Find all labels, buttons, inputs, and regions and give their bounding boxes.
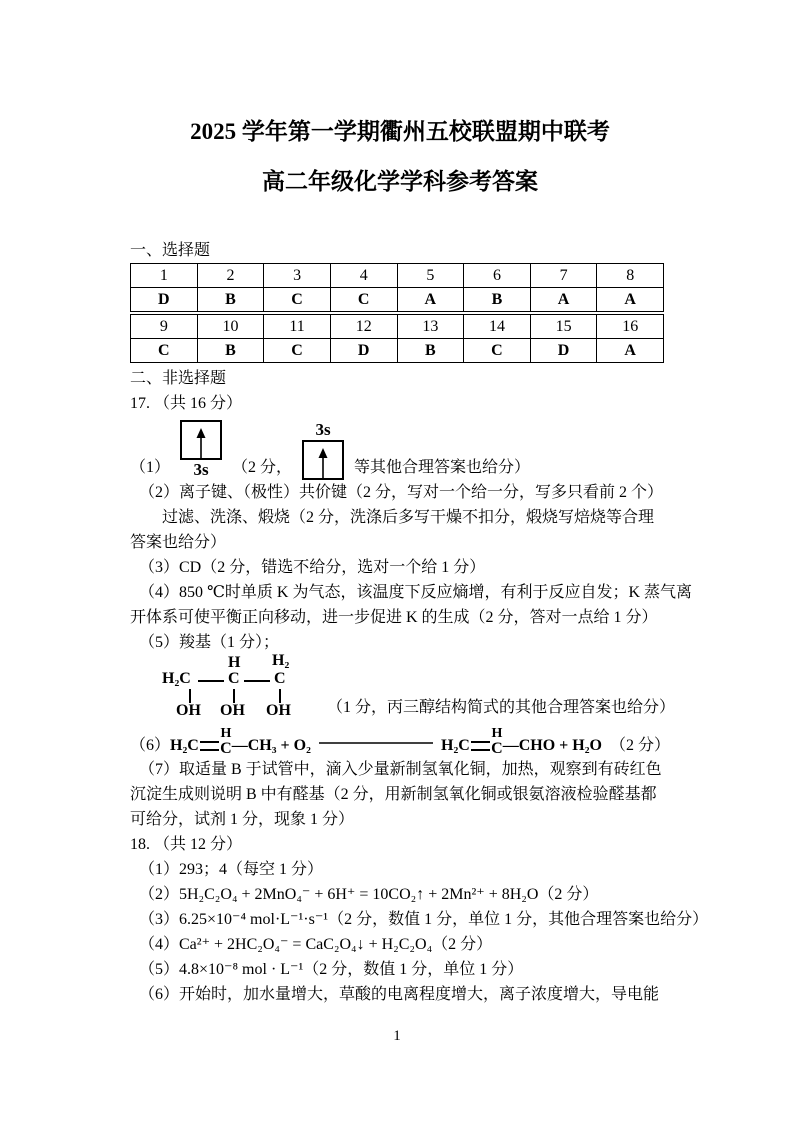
section2-heading: 二、非选择题 — [130, 370, 227, 387]
answer-table-bottom — [130, 314, 664, 363]
question-number-cell: 8 — [597, 264, 664, 288]
q17-answer4-line2: 开体系可使平衡正向移动，进一步促进 K 的生成（2 分，答对一点给 1 分） — [130, 609, 658, 626]
ch-group — [491, 727, 503, 757]
question-number-cell: 7 — [530, 264, 597, 288]
structure-oh-1: OH — [176, 702, 201, 719]
answer-cell: C — [131, 339, 198, 363]
h-over-c: H — [220, 726, 232, 741]
question-number-cell: 15 — [530, 315, 597, 339]
q17-answer5-structure-line — [130, 652, 676, 719]
h-over-c: H — [491, 726, 503, 741]
answer-cell: B — [397, 339, 464, 363]
section1-heading: 一、选择题 — [130, 242, 211, 259]
carbon: C — [220, 740, 232, 757]
q18-answer5: （5）4.8×10⁻⁸ mol · L⁻¹（2 分，数值 1 分，单位 1 分） — [139, 961, 524, 978]
q17-answer4-line1: （4）850 ℃时单质 K 为气态，该温度下反应熵增，有利于反应自发；K 蒸气离 — [139, 584, 693, 601]
answer-cell: A — [530, 288, 597, 312]
question-number-cell: 12 — [330, 315, 397, 339]
q18-answer3: （3）6.25×10⁻⁴ mol·L⁻¹·s⁻¹（2 分，数值 1 分，单位 1 分，其他合理答案也给分） — [139, 911, 709, 928]
equation-left-tail: —CH₃ + O₂ — [231, 737, 311, 754]
question-number-cell: 3 — [264, 264, 331, 288]
structure-carbon-1: H₂C — [162, 670, 191, 687]
equation-right-fragment: H₂C — [441, 737, 470, 754]
answer-cell: C — [330, 288, 397, 312]
vertical-bond — [189, 689, 191, 703]
q17-answer7-line2: 沉淀生成则说明 B 中有醛基（2 分，用新制氢氧化铜或银氨溶液检验醛基都 — [130, 786, 657, 803]
question-number-cell: 2 — [197, 264, 264, 288]
up-arrow-icon — [317, 448, 329, 478]
q17-a1-mid: （2 分， — [232, 459, 293, 476]
structure-oh-2: OH — [220, 702, 245, 719]
single-bond — [198, 680, 224, 682]
double-bond — [200, 741, 219, 751]
answer-cell: C — [264, 288, 331, 312]
structure-top-h: H — [228, 654, 241, 671]
q17-header: 17. （共 16 分） — [130, 395, 243, 412]
q17-answer5: （5）羧基（1 分）； — [139, 634, 280, 651]
document-title-line1: 2025 学年第一学期衢州五校联盟期中联考 — [190, 119, 610, 144]
answer-cell: D — [131, 288, 198, 312]
reaction-arrow-icon — [319, 737, 433, 749]
question-number-cell: 9 — [131, 315, 198, 339]
question-number-cell: 4 — [330, 264, 397, 288]
question-number-cell: 11 — [264, 315, 331, 339]
orbital-box — [302, 440, 344, 480]
question-number-cell: 6 — [464, 264, 531, 288]
structure-carbon-3: C — [274, 670, 286, 687]
table-row — [131, 288, 664, 312]
q17-a6-score: （2 分） — [609, 737, 670, 754]
vertical-bond — [233, 689, 235, 703]
question-number-cell: 13 — [397, 315, 464, 339]
question-number-cell: 16 — [597, 315, 664, 339]
orbital-diagram-2 — [302, 420, 344, 480]
answer-cell: C — [464, 339, 531, 363]
ch-group — [220, 727, 232, 757]
answer-cell: B — [197, 339, 264, 363]
q18-header: 18. （共 12 分） — [130, 836, 243, 853]
equation-right-tail: —CHO + H₂O — [502, 737, 602, 754]
vertical-bond — [279, 689, 281, 703]
q17-answer5-structure-note: （1 分，丙三醇结构简式的其他合理答案也给分） — [327, 699, 676, 716]
answer-cell: A — [597, 339, 664, 363]
glycerol-structure — [162, 652, 327, 719]
structure-top-h2: H₂ — [272, 652, 290, 669]
table-row — [131, 315, 664, 339]
answer-cell: C — [264, 339, 331, 363]
answer-cell: A — [397, 288, 464, 312]
question-number-cell: 14 — [464, 315, 531, 339]
q18-answer4: （4）Ca²⁺ + 2HC₂O₄⁻ = CaC₂O₄↓ + H₂C₂O₄（2 分） — [139, 936, 493, 953]
answer-cell: B — [464, 288, 531, 312]
table-row — [131, 339, 664, 363]
q17-answer3: （3）CD（2 分，错选不给分，选对一个给 1 分） — [139, 559, 486, 576]
answer-cell: D — [330, 339, 397, 363]
answer-table-top — [130, 263, 664, 312]
q17-answer2-line1: （2）离子键、（极性）共价键（2 分，写对一个给一分，写多只看前 2 个） — [139, 484, 664, 501]
q18-answer1: （1）293；4（每空 1 分） — [139, 861, 324, 878]
document-title-line2: 高二年级化学学科参考答案 — [262, 169, 538, 194]
q18-answer6: （6）开始时，加水量增大，草酸的电离程度增大，离子浓度增大，导电能 — [139, 986, 660, 1003]
orbital-label: 3s — [315, 420, 331, 439]
answer-cell: D — [530, 339, 597, 363]
q18-answer2: （2）5H₂C₂O₄ + 2MnO₄⁻ + 6H⁺ = 10CO₂↑ + 2Mn²⁺ + 8H₂O（2 分） — [139, 886, 599, 903]
structure-oh-3: OH — [266, 702, 291, 719]
document-content — [130, 118, 709, 1007]
q17-answer2-line2: 过滤、洗涤、煅烧（2 分，洗涤后多写干燥不扣分，煅烧写焙烧等合理 — [162, 509, 655, 526]
q17-answer2-line3: 答案也给分） — [130, 534, 227, 551]
q17-answer6-equation — [130, 719, 670, 757]
orbital-box — [180, 420, 222, 460]
q17-answer7-line1: （7）取适量 B 于试管中，滴入少量新制氢氧化铜，加热，观察到有砖红色 — [139, 761, 662, 778]
question-number-cell: 1 — [131, 264, 198, 288]
carbon: C — [491, 740, 503, 757]
double-bond — [471, 741, 490, 751]
q17-answer7-line3: 可给分，试剂 1 分，现象 1 分） — [130, 811, 355, 828]
q17-a1-prefix: （1） — [130, 459, 171, 476]
up-arrow-icon — [195, 428, 207, 458]
answer-cell: A — [597, 288, 664, 312]
question-number-cell: 10 — [197, 315, 264, 339]
q17-answer1-line — [130, 418, 670, 480]
question-number-cell: 5 — [397, 264, 464, 288]
q17-a6-prefix: （6） — [130, 737, 171, 754]
answer-cell: B — [197, 288, 264, 312]
structure-carbon-2: C — [228, 670, 240, 687]
single-bond — [244, 680, 270, 682]
equation-left-fragment: H₂C — [170, 737, 199, 754]
table-row — [131, 264, 664, 288]
orbital-diagram-1 — [180, 420, 222, 480]
orbital-label: 3s — [193, 460, 209, 479]
q17-a1-suffix: 等其他合理答案也给分） — [354, 459, 531, 476]
page-number: 1 — [393, 1028, 401, 1044]
